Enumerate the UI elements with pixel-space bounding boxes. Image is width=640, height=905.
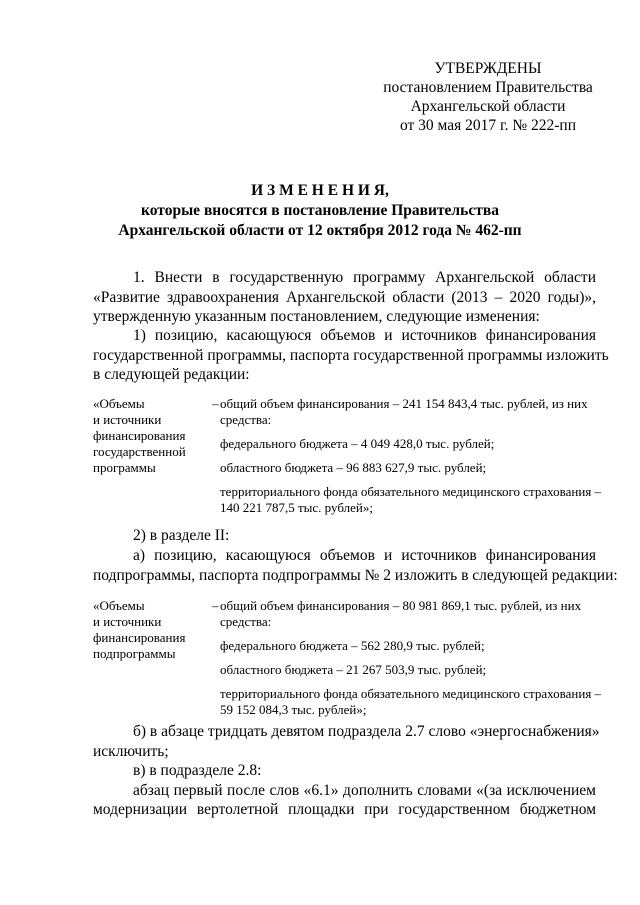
paragraph-4-line-2: подпрограммы, паспорта подпрограммы № 2 изложить в следующей редакции: [93,566,618,584]
paragraph-5-line-1: б) в абзаце тридцать девятом подраздела 2.7 слово «энергоснабжения» [133,723,600,740]
financing-block-subprogram [93,598,605,717]
paragraph-5-line-4: абзац первый после слов «6.1» дополнить словами «(за исключением [133,781,596,799]
paragraph-1-line-2: «Развитие здравоохранения Архангельской области (2013 – 2020 годы)», [93,288,596,306]
financing-dash: – [212,598,219,613]
paragraph-4-line-1: а) позицию, касающуюся объемов и источников финансирования [133,547,596,564]
approved-heading: УТВЕРЖДЕНЫ [434,60,542,77]
financing-values: общий объем финансирования – 80 981 869,1 тыс. рублей, из них средства: федерального бюджета – 562 280,9 тыс. рублей; областного бюджета – 21 267 503,9 тыс. рублей; территориального фонда обязательного медицинского страхования – 59 152 084,3 тыс. рублей»; [220,598,602,717]
financing-block-program [93,396,605,516]
paragraph-1-line-1: 1. Внести в государственную программу Архангельской области [133,269,596,286]
approved-line-1: постановлением Правительства [383,79,593,96]
title-line-2: которые вносятся в постановление Правительства [141,202,499,219]
approval-stamp [372,59,604,135]
approved-line-2: Архангельской области [410,98,566,115]
document-title [60,181,580,241]
financing-label: «Объемы и источники финансирования государственной программы [93,396,186,475]
paragraph-4 [93,546,618,585]
paragraph-3-line-1: 2) в разделе II: [133,527,230,544]
paragraph-5-line-3: в) в подразделе 2.8: [133,762,262,779]
paragraph-1-line-3: утвержденную указанным постановлением, следующие изменения: [93,308,540,325]
paragraph-5-line-2: исключить; [93,742,169,760]
paragraph-3 [93,526,596,546]
financing-values: общий объем финансирования – 241 154 843,4 тыс. рублей, из них средства: федерального бюджета – 4 049 428,0 тыс. рублей; областного бюджета – 96 883 627,9 тыс. рублей; территориального фонда обязательного медицинского страхования – 140 221 787,5 тыс. рублей»; [220,396,602,515]
paragraph-2-line-3: в следующей редакции: [93,366,250,383]
paragraph-1 [93,268,596,327]
paragraph-2-line-1: 1) позицию, касающуюся объемов и источников финансирования [133,327,596,344]
approved-line-3: от 30 мая 2017 г. № 222-пп [399,117,577,134]
paragraph-5 [93,722,600,820]
financing-label: «Объемы и источники финансирования подпрограммы [93,598,186,661]
paragraph-2 [93,326,609,385]
title-line-3: Архангельской области от 12 октября 2012 года № 462-пп [118,222,522,239]
paragraph-5-line-5: модернизации вертолетной площадки при государственном бюджетном [93,801,596,818]
title-line-1: И З М Е Н Е Н И Я, [251,182,389,199]
paragraph-2-line-2: государственной программы, паспорта государственной программы изложить [93,346,609,364]
financing-dash: – [212,396,219,411]
